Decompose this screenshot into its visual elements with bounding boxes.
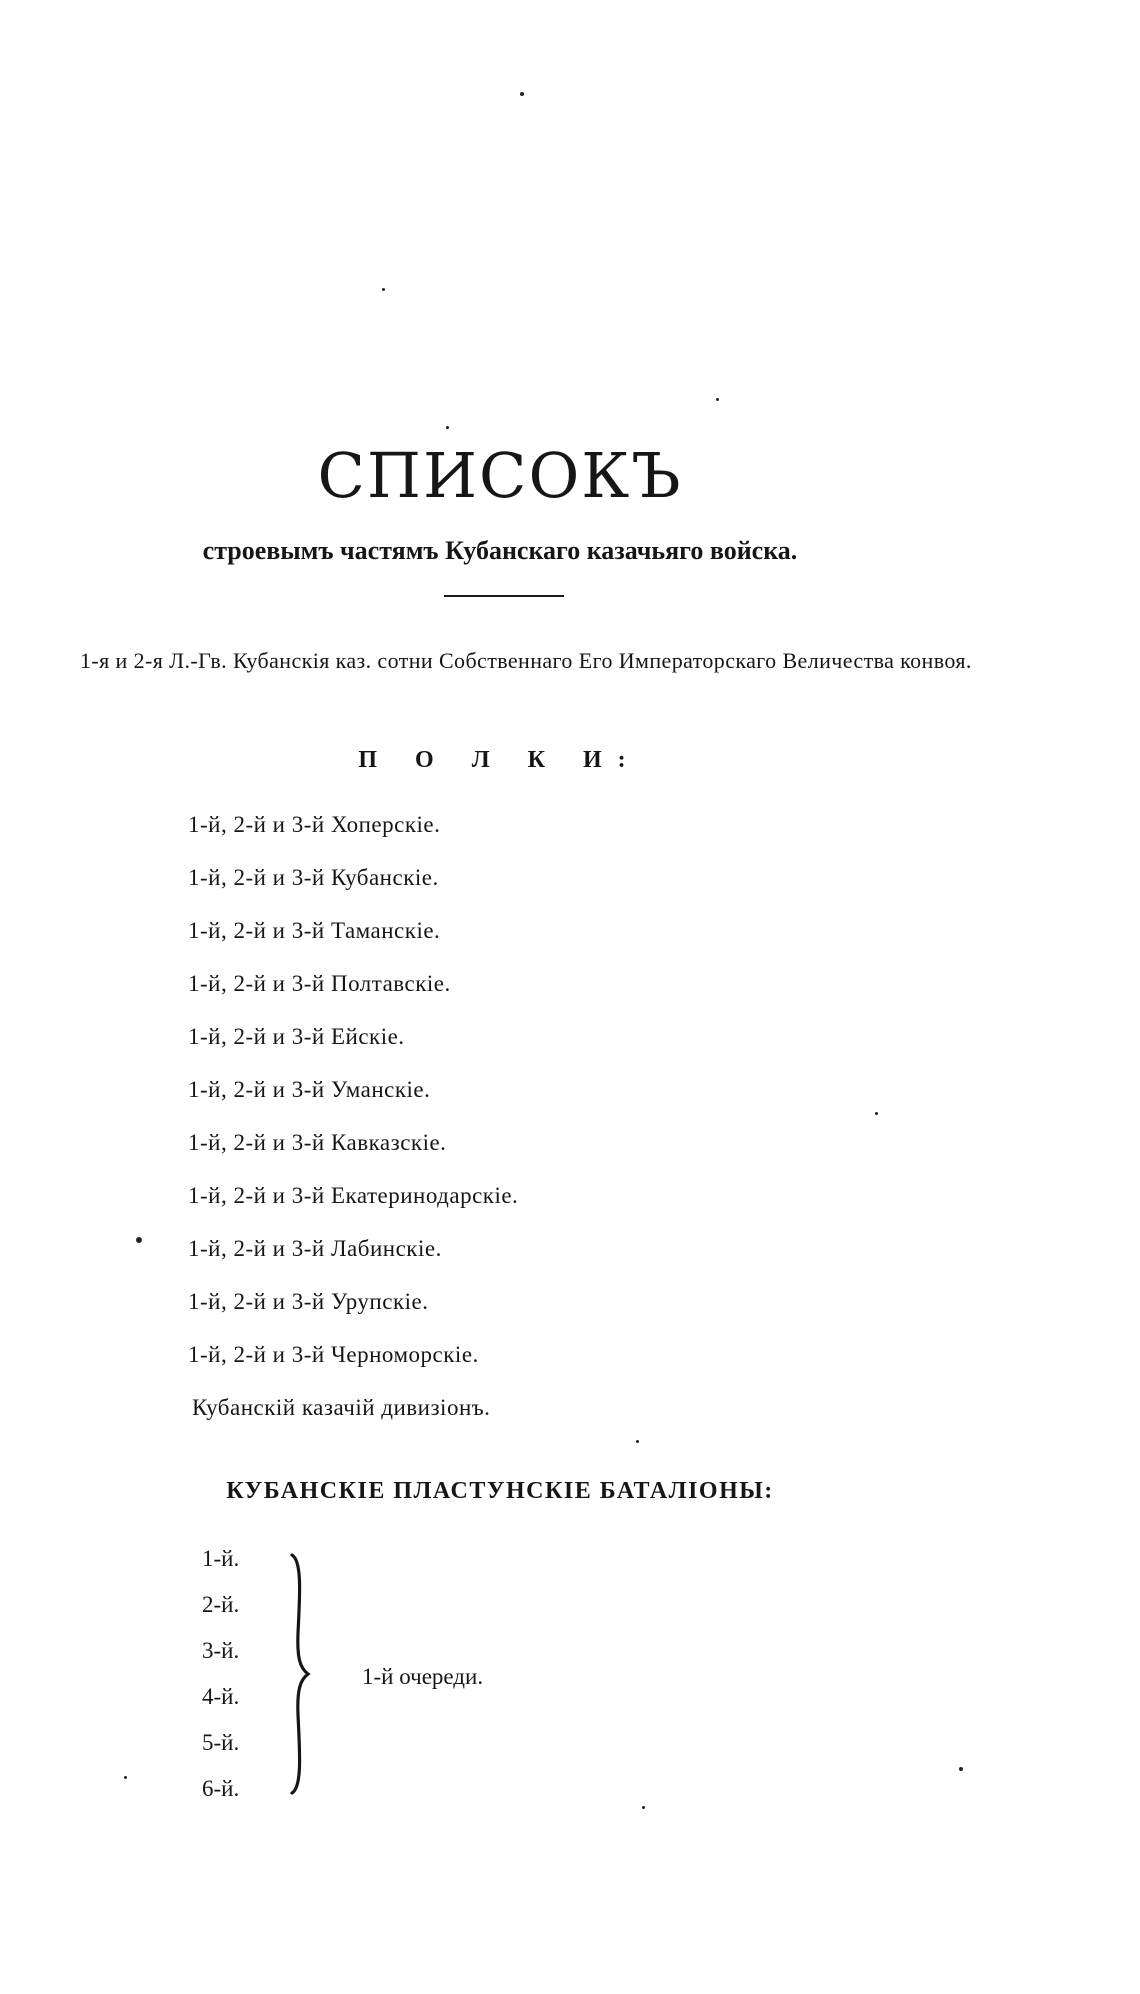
print-speck [716,398,719,401]
battalion-entry: 2-й. [202,1592,240,1617]
regiment-entry: 1-й, 2-й и 3-й Лабинскіе. [188,1236,442,1261]
battalion-entry: 1-й. [202,1546,240,1571]
battalions-group-label: 1-й очереди. [362,1664,484,1689]
print-speck [642,1806,645,1809]
battalion-entry: 4-й. [202,1684,240,1709]
regiment-entry: 1-й, 2-й и 3-й Кавказскіе. [188,1130,447,1155]
division-entry: Кубанскій казачій дивизіонъ. [192,1395,491,1420]
document-subtitle: строевымъ частямъ Кубанскаго казачьяго войска. [202,536,798,565]
document-title: СПИСОКЪ [317,439,683,512]
regiment-entry: 1-й, 2-й и 3-й Таманскіе. [188,918,441,943]
print-speck [382,288,385,291]
print-speck [636,1440,639,1443]
title-divider [444,595,564,597]
regiment-entry: 1-й, 2-й и 3-й Урупскіе. [188,1289,429,1314]
print-speck [520,92,524,96]
regiment-entry: 1-й, 2-й и 3-й Ейскіе. [188,1024,405,1049]
regiment-entry: 1-й, 2-й и 3-й Кубанскіе. [188,865,439,890]
battalion-entry: 3-й. [202,1638,240,1663]
print-speck [136,1237,142,1243]
battalion-entry: 6-й. [202,1776,240,1801]
intro-paragraph: 1-я и 2-я Л.-Гв. Кубанскія каз. сотни Собственнаго Его Императорскаго Величества конвоя. [80,648,972,673]
regiment-entry: 1-й, 2-й и 3-й Полтавскіе. [188,971,451,996]
regiment-entry: 1-й, 2-й и 3-й Уманскіе. [188,1077,431,1102]
regiment-entry: 1-й, 2-й и 3-й Екатеринодарскіе. [188,1183,519,1208]
print-speck [875,1112,878,1115]
regiment-entry: 1-й, 2-й и 3-й Черноморскіе. [188,1342,479,1367]
print-speck [124,1776,127,1779]
regiments-heading: П О Л К И: [358,747,642,773]
battalions-heading: КУБАНСКІЕ ПЛАСТУНСКІЕ БАТАЛІОНЫ: [226,1478,774,1504]
regiment-entry: 1-й, 2-й и 3-й Хоперскіе. [188,812,441,837]
print-speck [446,426,449,429]
print-speck [959,1767,963,1771]
grouping-brace [288,1553,312,1795]
battalion-entry: 5-й. [202,1730,240,1755]
